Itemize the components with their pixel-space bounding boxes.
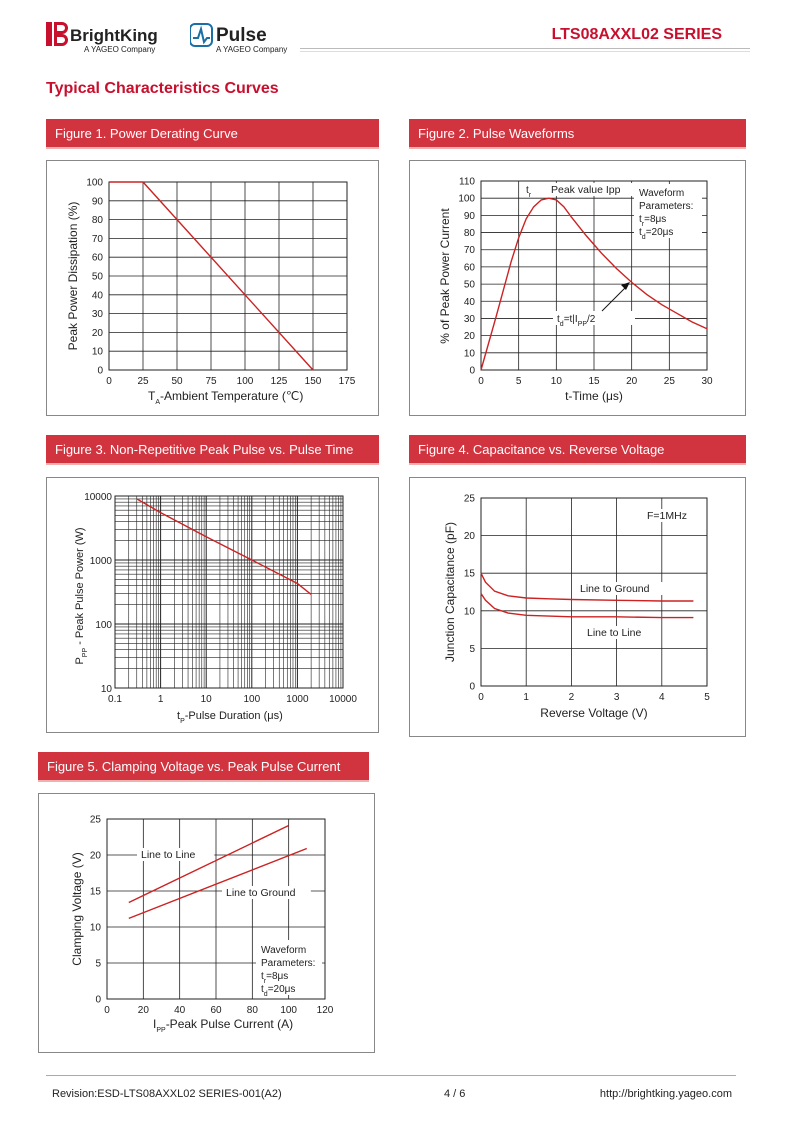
y-tick-label: 1000: [89, 556, 112, 567]
x-tick-label: 2: [568, 692, 575, 703]
x-tick-label: 5: [704, 692, 710, 703]
td-annotation: $t_d=t|I_{PP}/2$: [557, 314, 596, 328]
figure5-chart: [39, 794, 376, 1054]
figure3-title-bar: Figure 3. Non-Repetitive Peak Pulse vs. Pulse Time: [46, 435, 379, 465]
td-arrow-head: [621, 282, 630, 290]
brand2-name: Pulse: [216, 25, 267, 46]
y-tick-label: 40: [91, 290, 103, 302]
y-tick-label: 30: [463, 313, 475, 325]
tr-annotation: $t_r$: [526, 185, 532, 199]
footer-rule: [46, 1075, 736, 1076]
y-tick-label: 30: [91, 309, 103, 321]
x-axis-label: $T_A$-Ambient Temperature (℃): [148, 389, 304, 406]
y-tick-label: 90: [463, 210, 475, 222]
y-tick-label: 90: [91, 196, 103, 208]
x-axis-label: $I_{PP}$-Peak Pulse Current (A): [153, 1017, 294, 1034]
figure2-title-bar: Figure 2. Pulse Waveforms: [409, 119, 746, 149]
figure4-frame: [409, 477, 746, 737]
brightking-logo: [46, 20, 176, 56]
figure2-chart: [410, 161, 747, 417]
y-axis-label: Peak Power Dissipation (%): [66, 201, 80, 351]
figure1-frame: [46, 160, 379, 416]
x-tick-label: 1: [157, 694, 164, 705]
x-tick-label: 0.1: [108, 694, 122, 705]
footer-url[interactable]: http://brightking.yageo.com: [599, 1088, 732, 1100]
y-tick-label: 15: [463, 568, 475, 580]
y-tick-label: 70: [463, 245, 475, 257]
x-tick-label: 30: [701, 376, 713, 387]
y-tick-label: 0: [97, 365, 103, 377]
y-tick-label: 60: [91, 252, 103, 264]
x-tick-label: 10000: [329, 694, 357, 705]
x-tick-label: 10: [550, 376, 562, 387]
y-tick-label: 110: [459, 176, 475, 188]
x-tick-label: 125: [270, 376, 288, 387]
y-tick-label: 0: [95, 994, 101, 1006]
brand1-name: BrightKing: [70, 26, 158, 45]
y-tick-label: 15: [89, 886, 101, 898]
brand2-sub: A YAGEO Company: [216, 45, 288, 54]
x-tick-label: 120: [316, 1005, 334, 1016]
section-title: Typical Characteristics Curves: [46, 80, 279, 97]
y-tick-label: 40: [463, 296, 475, 308]
y-tick-label: 20: [89, 850, 101, 862]
x-tick-label: 20: [137, 1005, 149, 1016]
line-to-ground-label: Line to Ground: [226, 887, 296, 899]
waveform-line2: Parameters:: [261, 958, 316, 969]
x-tick-label: 3: [613, 692, 620, 703]
y-tick-label: 20: [463, 531, 475, 543]
peak-annotation: Peak value Ipp: [551, 184, 621, 196]
x-tick-label: 75: [205, 376, 217, 387]
y-axis-label: % of Peak Power Current: [438, 208, 452, 344]
y-tick-label: 50: [463, 279, 475, 291]
y-axis-label: $P_{PP}$ - Peak Pulse Power (W): [74, 527, 89, 665]
y-tick-label: 0: [469, 365, 475, 377]
x-tick-label: 0: [104, 1005, 110, 1016]
figure1-title-bar: Figure 1. Power Derating Curve: [46, 119, 379, 149]
figure5-title-bar: Figure 5. Clamping Voltage vs. Peak Pulse Current: [38, 752, 369, 782]
waveform-line1: Waveform: [261, 945, 307, 956]
y-tick-label: 100: [86, 177, 103, 189]
footer-revision: Revision:ESD-LTS08AXXL02 SERIES-001(A2): [52, 1088, 282, 1100]
figure2-frame: [409, 160, 746, 416]
x-axis-label: $t_P$-Pulse Duration (μs): [177, 710, 283, 725]
line-to-line-label: Line to Line: [141, 849, 196, 861]
line-to-ground-label: Line to Ground: [580, 583, 650, 595]
x-tick-label: 10: [200, 694, 212, 705]
x-tick-label: 15: [588, 376, 600, 387]
waveform-line4: $t_d=20\mu s$: [261, 984, 296, 998]
header-rule-secondary: [300, 51, 750, 52]
waveform-line3: $t_r=8\mu s$: [639, 214, 667, 228]
y-tick-label: 10: [463, 348, 475, 360]
y-tick-label: 25: [463, 493, 475, 505]
figure3-chart: [47, 478, 380, 734]
y-tick-label: 20: [91, 327, 103, 339]
y-tick-label: 10: [463, 606, 475, 618]
y-tick-label: 80: [463, 228, 475, 240]
y-tick-label: 70: [91, 233, 103, 245]
x-tick-label: 175: [338, 376, 356, 387]
figure3-frame: [46, 477, 379, 733]
header-rule: [300, 48, 750, 49]
footer-page-number: 4 / 6: [444, 1088, 466, 1100]
td-arrow-line: [602, 285, 628, 311]
y-tick-label: 10000: [84, 492, 112, 503]
x-tick-label: 40: [174, 1005, 186, 1016]
y-tick-label: 20: [463, 331, 475, 343]
x-tick-label: 0: [478, 692, 484, 703]
x-tick-label: 4: [659, 692, 665, 703]
x-tick-label: 25: [137, 376, 149, 387]
y-tick-label: 25: [89, 814, 101, 826]
line-to-line-label: Line to Line: [587, 627, 642, 639]
y-tick-label: 0: [469, 681, 475, 693]
y-axis-label: Clamping Voltage (V): [70, 852, 84, 966]
x-tick-label: 100: [280, 1005, 298, 1016]
x-tick-label: 50: [171, 376, 183, 387]
x-tick-label: 100: [243, 694, 261, 705]
brand1-sub: A YAGEO Company: [84, 45, 156, 54]
y-tick-label: 60: [463, 262, 475, 274]
waveform-line4: $t_d=20\mu s$: [639, 227, 674, 241]
x-tick-label: 20: [626, 376, 638, 387]
figure1-chart: [47, 161, 380, 417]
x-tick-label: 150: [304, 376, 322, 387]
waveform-line1: Waveform: [639, 188, 685, 199]
x-tick-label: 1: [523, 692, 529, 703]
x-axis-label: Reverse Voltage (V): [540, 706, 648, 720]
y-tick-label: 10: [89, 922, 101, 934]
x-tick-label: 60: [210, 1005, 222, 1016]
figure5-frame: [38, 793, 375, 1053]
y-tick-label: 80: [91, 215, 103, 227]
y-tick-label: 5: [95, 958, 101, 970]
x-tick-label: 5: [515, 376, 522, 387]
x-tick-label: 80: [246, 1005, 258, 1016]
y-tick-label: 10: [91, 346, 103, 358]
waveform-line3: $t_r=8\mu s$: [261, 971, 289, 985]
x-tick-label: 25: [663, 376, 675, 387]
peak-pulse-power-curve: [137, 499, 311, 595]
y-tick-label: 10: [100, 684, 112, 695]
y-tick-label: 100: [458, 193, 475, 205]
x-axis-label: t-Time (μs): [565, 389, 623, 403]
x-tick-label: 0: [106, 376, 112, 387]
figure4-chart: [410, 478, 747, 738]
y-tick-label: 5: [469, 643, 475, 655]
series-title: LTS08AXXL02 SERIES: [551, 26, 722, 43]
x-tick-label: 0: [478, 376, 484, 387]
frequency-annotation: F=1MHz: [647, 510, 687, 522]
x-tick-label: 1000: [286, 694, 309, 705]
x-tick-label: 100: [236, 376, 254, 387]
y-axis-label: Junction Capacitance (pF): [443, 521, 457, 663]
figure4-title-bar: Figure 4. Capacitance vs. Reverse Voltage: [409, 435, 746, 465]
waveform-line2: Parameters:: [639, 201, 694, 212]
y-tick-label: 50: [91, 271, 103, 283]
y-tick-label: 100: [95, 620, 112, 631]
